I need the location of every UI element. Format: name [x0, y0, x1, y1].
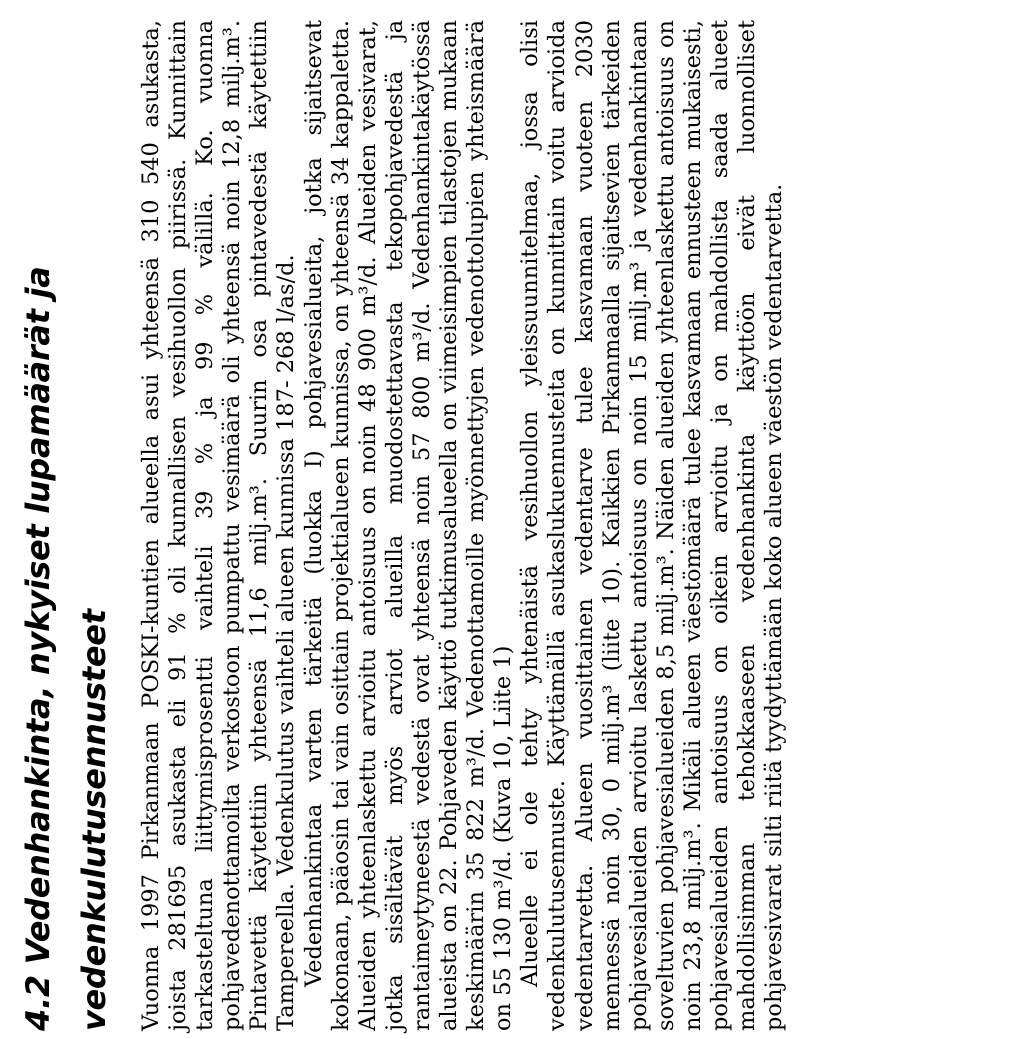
- body-text: [138, 20, 788, 1031]
- section-heading-line-1: 4.2 Vedenhankinta, nykyiset lupamäärät ja: [19, 266, 57, 1031]
- paragraph-groundwater-areas: Vedenhankintaa varten tärkeitä (luokka I) pohjavesialueita, jotka sijaitsevat kokonaan, pääosin tai vain osittain projektialueen kunnissa, on yhteensä 34 kappaletta. Alueiden yhteenlaskettu arvioitu antoisuus on noin 48 900 m³/d. Alueiden vesivarat, jotka sisältävät myös arviot alueilla muodostettavasta tekopohjavedestä ja rantaimeytyneestä vedestä ovat yhteensä noin 57 800 m³/d. Vedenhankintakäytössä alueista on 22. Pohjaveden käyttö tutkimusalueella on viimeisimpien tilastojen mukaan keskimäärin 35 822 m³/d. Vedenottamoille myönnettyjen vedenottolupien yhteismäärä on 55 130 m³/d. (Kuva 10, Liite 1): [300, 20, 517, 1031]
- section-heading: [10, 20, 122, 1031]
- paragraph-population: Vuonna 1997 Pirkanmaan POSKI-kuntien alueella asui yhteensä 310 540 asukasta, joista 281695 asukasta eli 91 % oli kunnallisen vesihuollon piirissä. Kunnittain tarkasteltuna liittymisprosentti vaihteli 39 % ja 99 % välillä. Ko. vuonna pohjavedenottamoilta verkostoon pumpattu vesimäärä oli yhteensä noin 12,8 milj.m³. Pintavettä käytettiin yhteensä 11,6 milj.m³. Suurin osa pintavedestä käytettiin Tampereella. Vedenkulutus vaihteli alueen kunnissa 187- 268 l/as/d.: [138, 20, 300, 1031]
- paragraph-consumption-forecast: Alueelle ei ole tehty yhtenäistä vesihuollon yleissuunnitelmaa, jossa olisi vedenkulutusennuste. Käyttämällä asukaslukuennusteita on kunnittain voitu arvioida vedentarvetta. Alueen vuosittainen vedentarve tulee kasvamaan vuoteen 2030 mennessä noin 30, 0 milj.m³ (liite 10). Kaikkien Pirkanmaalla sijaitsevien tärkeiden pohjavesialueiden arvioitu laskettu antoisuus on noin 15 milj.m³ ja vedenhankintaan soveltuvien pohjavesialueiden 8,5 milj.m³. Näiden alueiden yhteenlaskettu antoisuus on noin 23,8 milj.m³. Mikäli alueen väestömäärä tulee kasvamaan ennusteen mukaisesti, pohjavesialueiden antoisuus on oikein arvioitu ja on mahdollista saada alueet mahdollisimman tehokkaaseen vedenhankinta käyttöön eivät luonnolliset pohjavesivarat silti riitä tyydyttämään koko alueen väestön vedentarvetta.: [517, 20, 788, 1031]
- section-heading-line-2: vedenkulutusennusteet: [75, 609, 113, 1031]
